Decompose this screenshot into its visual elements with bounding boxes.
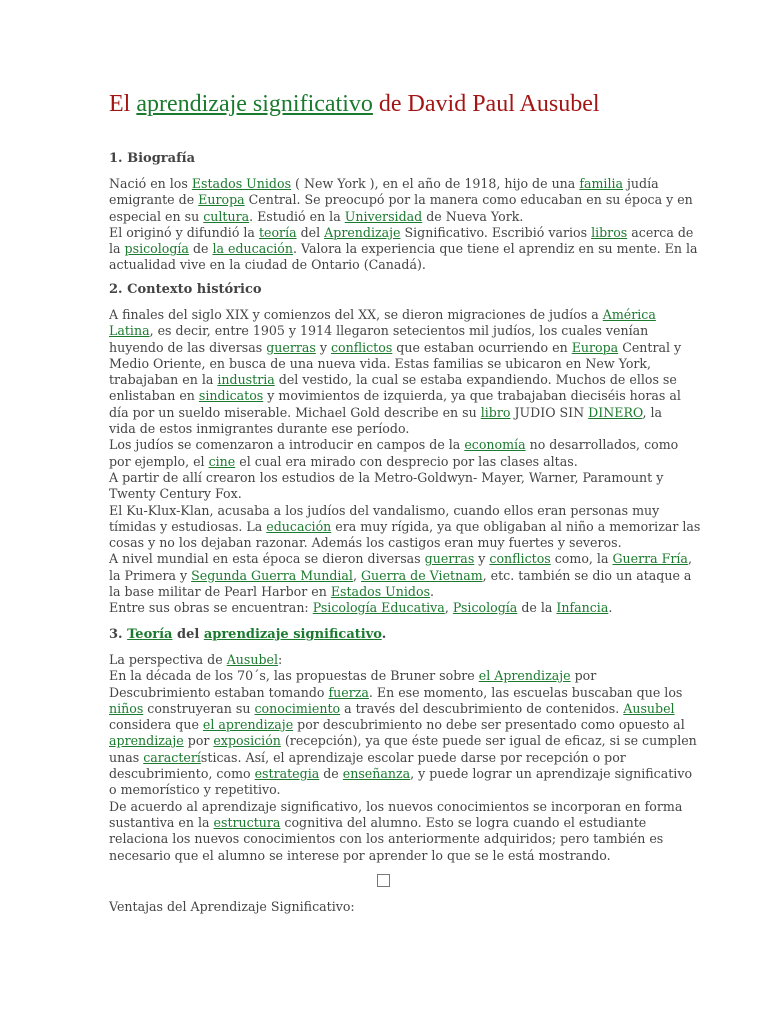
link[interactable]: Infancia	[556, 600, 609, 616]
link[interactable]: industria	[217, 372, 275, 388]
text-line: De acuerdo al aprendizaje significativo, los nuevos conocimientos se incorporan en forma	[109, 798, 683, 814]
link[interactable]: Psicología	[452, 600, 518, 616]
link[interactable]: Estados Unidos	[330, 584, 431, 600]
title-suffix: de David Paul Ausubel	[372, 91, 600, 117]
link[interactable]: Ausubel	[623, 700, 675, 716]
title-link[interactable]: aprendizaje significativo	[136, 91, 373, 117]
link[interactable]: caracterí	[143, 749, 201, 765]
text-line: la psicología de la educación. Valora la experiencia que tiene el aprendiz en su mente. En la	[109, 241, 698, 257]
link[interactable]: aprendizaje	[109, 733, 184, 749]
text-line: por ejemplo, el cine el cual era mirado con desprecio por las clases altas.	[109, 453, 578, 469]
text-line: Nació en los Estados Unidos ( New York ), en el año de 1918, hijo de una familia judía	[109, 176, 659, 191]
link[interactable]: América	[602, 307, 656, 322]
link[interactable]: Psicología Educativa	[312, 600, 445, 616]
text-line: Latina, es decir, entre 1905 y 1914 llegaron setecientos mil judíos, los cuales venían	[109, 323, 649, 339]
text-line: considera que el aprendizaje por descubrimiento no debe ser presentado como opuesto al	[109, 717, 685, 733]
text-line: aprendizaje por exposición (recepción), ya que éste puede ser igual de eficaz, si se cumplen	[109, 733, 697, 749]
link[interactable]: Ausubel	[226, 652, 279, 667]
section-body-biografia	[109, 176, 698, 274]
section-heading-teoria: 3. Teoría del aprendizaje significativo.	[109, 627, 387, 642]
link[interactable]: cultura	[203, 208, 250, 224]
text-line: enlistaban en sindicatos y movimientos de izquierda, ya que trabajaban dieciséis horas al	[109, 388, 681, 404]
section-body-teoria	[109, 652, 697, 864]
link[interactable]: Estados Unidos	[191, 176, 292, 191]
text-line: descubrimiento, como estrategia de enseñanza, y puede lograr un aprendizaje significativo	[109, 766, 693, 782]
link[interactable]: economía	[464, 437, 526, 453]
link[interactable]: guerras	[266, 339, 316, 355]
text-line: trabajaban en la industria del vestido, la cual se estaba expandiendo. Muchos de ellos se	[109, 372, 677, 388]
text-line: Descubrimiento estaban tomando fuerza. En ese momento, las escuelas buscaban que los	[109, 684, 683, 700]
text-line: la base militar de Pearl Harbor en Estados Unidos.	[109, 584, 435, 600]
link[interactable]: conflictos	[489, 551, 551, 567]
text-line: actualidad vive en la ciudad de Ontario (Canadá).	[109, 257, 426, 273]
link[interactable]: conocimiento	[254, 700, 341, 716]
link[interactable]: Teoría	[127, 627, 173, 642]
link[interactable]: Universidad	[344, 208, 423, 224]
link[interactable]: enseñanza	[342, 766, 411, 782]
text-line: La perspectiva de Ausubel:	[109, 652, 283, 667]
link[interactable]: estructura	[213, 814, 281, 830]
link[interactable]: Guerra de Vietnam	[360, 567, 483, 583]
text-line: vida de estos inmigrantes durante ese período.	[109, 421, 410, 437]
text-line: unas características. Así, el aprendizaje escolar puede darse por recepción o por	[109, 749, 626, 765]
link[interactable]: libro	[480, 404, 511, 420]
ventajas-heading	[109, 899, 649, 915]
text-line: A finales del siglo XIX y comienzos del XX, se dieron migraciones de judíos a América	[109, 307, 656, 322]
text-line: El originó y difundió la teoría del Aprendizaje Significativo. Escribió varios libros acerca de	[109, 224, 694, 240]
text-line: A nivel mundial en esta época se dieron diversas guerras y conflictos como, la Guerra Fría,	[109, 551, 692, 567]
text-line: Entre sus obras se encuentran: Psicología Educativa, Psicología de la Infancia.	[109, 600, 613, 616]
page-title	[109, 88, 600, 120]
text-line: sustantiva en la estructura cognitiva del alumno. Esto se logra cuando el estudiante	[109, 814, 647, 830]
text-line: cosas y no los dejaban razonar. Además los castigos eran muy fuertes y severos.	[109, 535, 622, 551]
text-line: tímidas y estudiosas. La educación era muy rígida, ya que obligaban al niño a memorizar las	[109, 518, 701, 534]
link[interactable]: niños	[109, 700, 144, 716]
link[interactable]: familia	[579, 176, 624, 191]
text-line: Ventajas del Aprendizaje Significativo:	[109, 899, 355, 914]
link[interactable]: libros	[591, 224, 628, 240]
link[interactable]: guerras	[424, 551, 475, 567]
link[interactable]: aprendizaje significativo	[203, 627, 382, 642]
link[interactable]: Aprendizaje	[324, 224, 401, 240]
text-line: El Ku-Klux-Klan, acusaba a los judíos del vandalismo, cuando ellos eran personas muy	[109, 502, 660, 518]
text-line: niños construyeran su conocimiento a través del descubrimiento de contenidos. Ausubel	[109, 700, 675, 716]
text-line: Twenty Century Fox.	[109, 486, 242, 502]
text-line: relaciona los nuevos conocimientos con los anteriormente adquiridos; pero también es	[109, 831, 664, 847]
text-line: día por un sueldo miserable. Michael Gold describe en su libro JUDIO SIN DINERO, la	[109, 404, 663, 420]
link[interactable]: estrategia	[254, 766, 320, 782]
link[interactable]: el Aprendizaje	[478, 668, 571, 684]
link[interactable]: Europa	[571, 339, 619, 355]
section-heading-biografia: 1. Biografía	[109, 151, 196, 166]
link[interactable]: DINERO	[588, 404, 643, 420]
link[interactable]: fuerza	[328, 684, 369, 700]
text-line: Medio Oriente, en busca de una nueva vida. Estas familias se ubicaron en New York,	[109, 355, 652, 371]
link[interactable]: el aprendizaje	[202, 717, 294, 733]
text-line: especial en su cultura. Estudió en la Universidad de Nueva York.	[109, 208, 524, 224]
link[interactable]: exposición	[213, 733, 281, 749]
link[interactable]: Latina	[109, 323, 150, 339]
text-line: necesario que el alumno se interese por aprender lo que se le está mostrando.	[109, 847, 611, 863]
section-heading-contexto: 2. Contexto histórico	[109, 282, 262, 297]
link[interactable]: educación	[266, 518, 332, 534]
text-line: A partir de allí crearon los estudios de la Metro-Goldwyn- Mayer, Warner, Paramount y	[109, 469, 664, 485]
link[interactable]: sindicatos	[198, 388, 264, 404]
link[interactable]: psicología	[124, 241, 189, 257]
link[interactable]: Guerra Fría	[612, 551, 688, 567]
section-body-contexto	[109, 307, 701, 617]
text-line: En la década de los 70´s, las propuestas de Bruner sobre el Aprendizaje por	[109, 668, 597, 684]
link[interactable]: Segunda Guerra Mundial	[191, 567, 353, 583]
link[interactable]: conflictos	[330, 339, 393, 355]
title-prefix: El	[109, 91, 137, 117]
link[interactable]: Europa	[198, 192, 245, 208]
text-line: o memorístico y repetitivo.	[109, 782, 281, 798]
image-placeholder-icon	[377, 874, 390, 887]
link[interactable]: teoría	[258, 224, 297, 240]
text-line: la Primera y Segunda Guerra Mundial, Guerra de Vietnam, etc. también se dio un ataque a	[109, 567, 692, 583]
text-line: Los judíos se comenzaron a introducir en campos de la economía no desarrollados, como	[109, 437, 679, 453]
link[interactable]: cine	[208, 453, 236, 469]
text-line: emigrante de Europa Central. Se preocupó por la manera como educaban en su época y en	[109, 192, 693, 208]
text-line: huyendo de las diversas guerras y conflictos que estaban ocurriendo en Europa Central y	[109, 339, 682, 355]
link[interactable]: la educación	[212, 241, 293, 257]
